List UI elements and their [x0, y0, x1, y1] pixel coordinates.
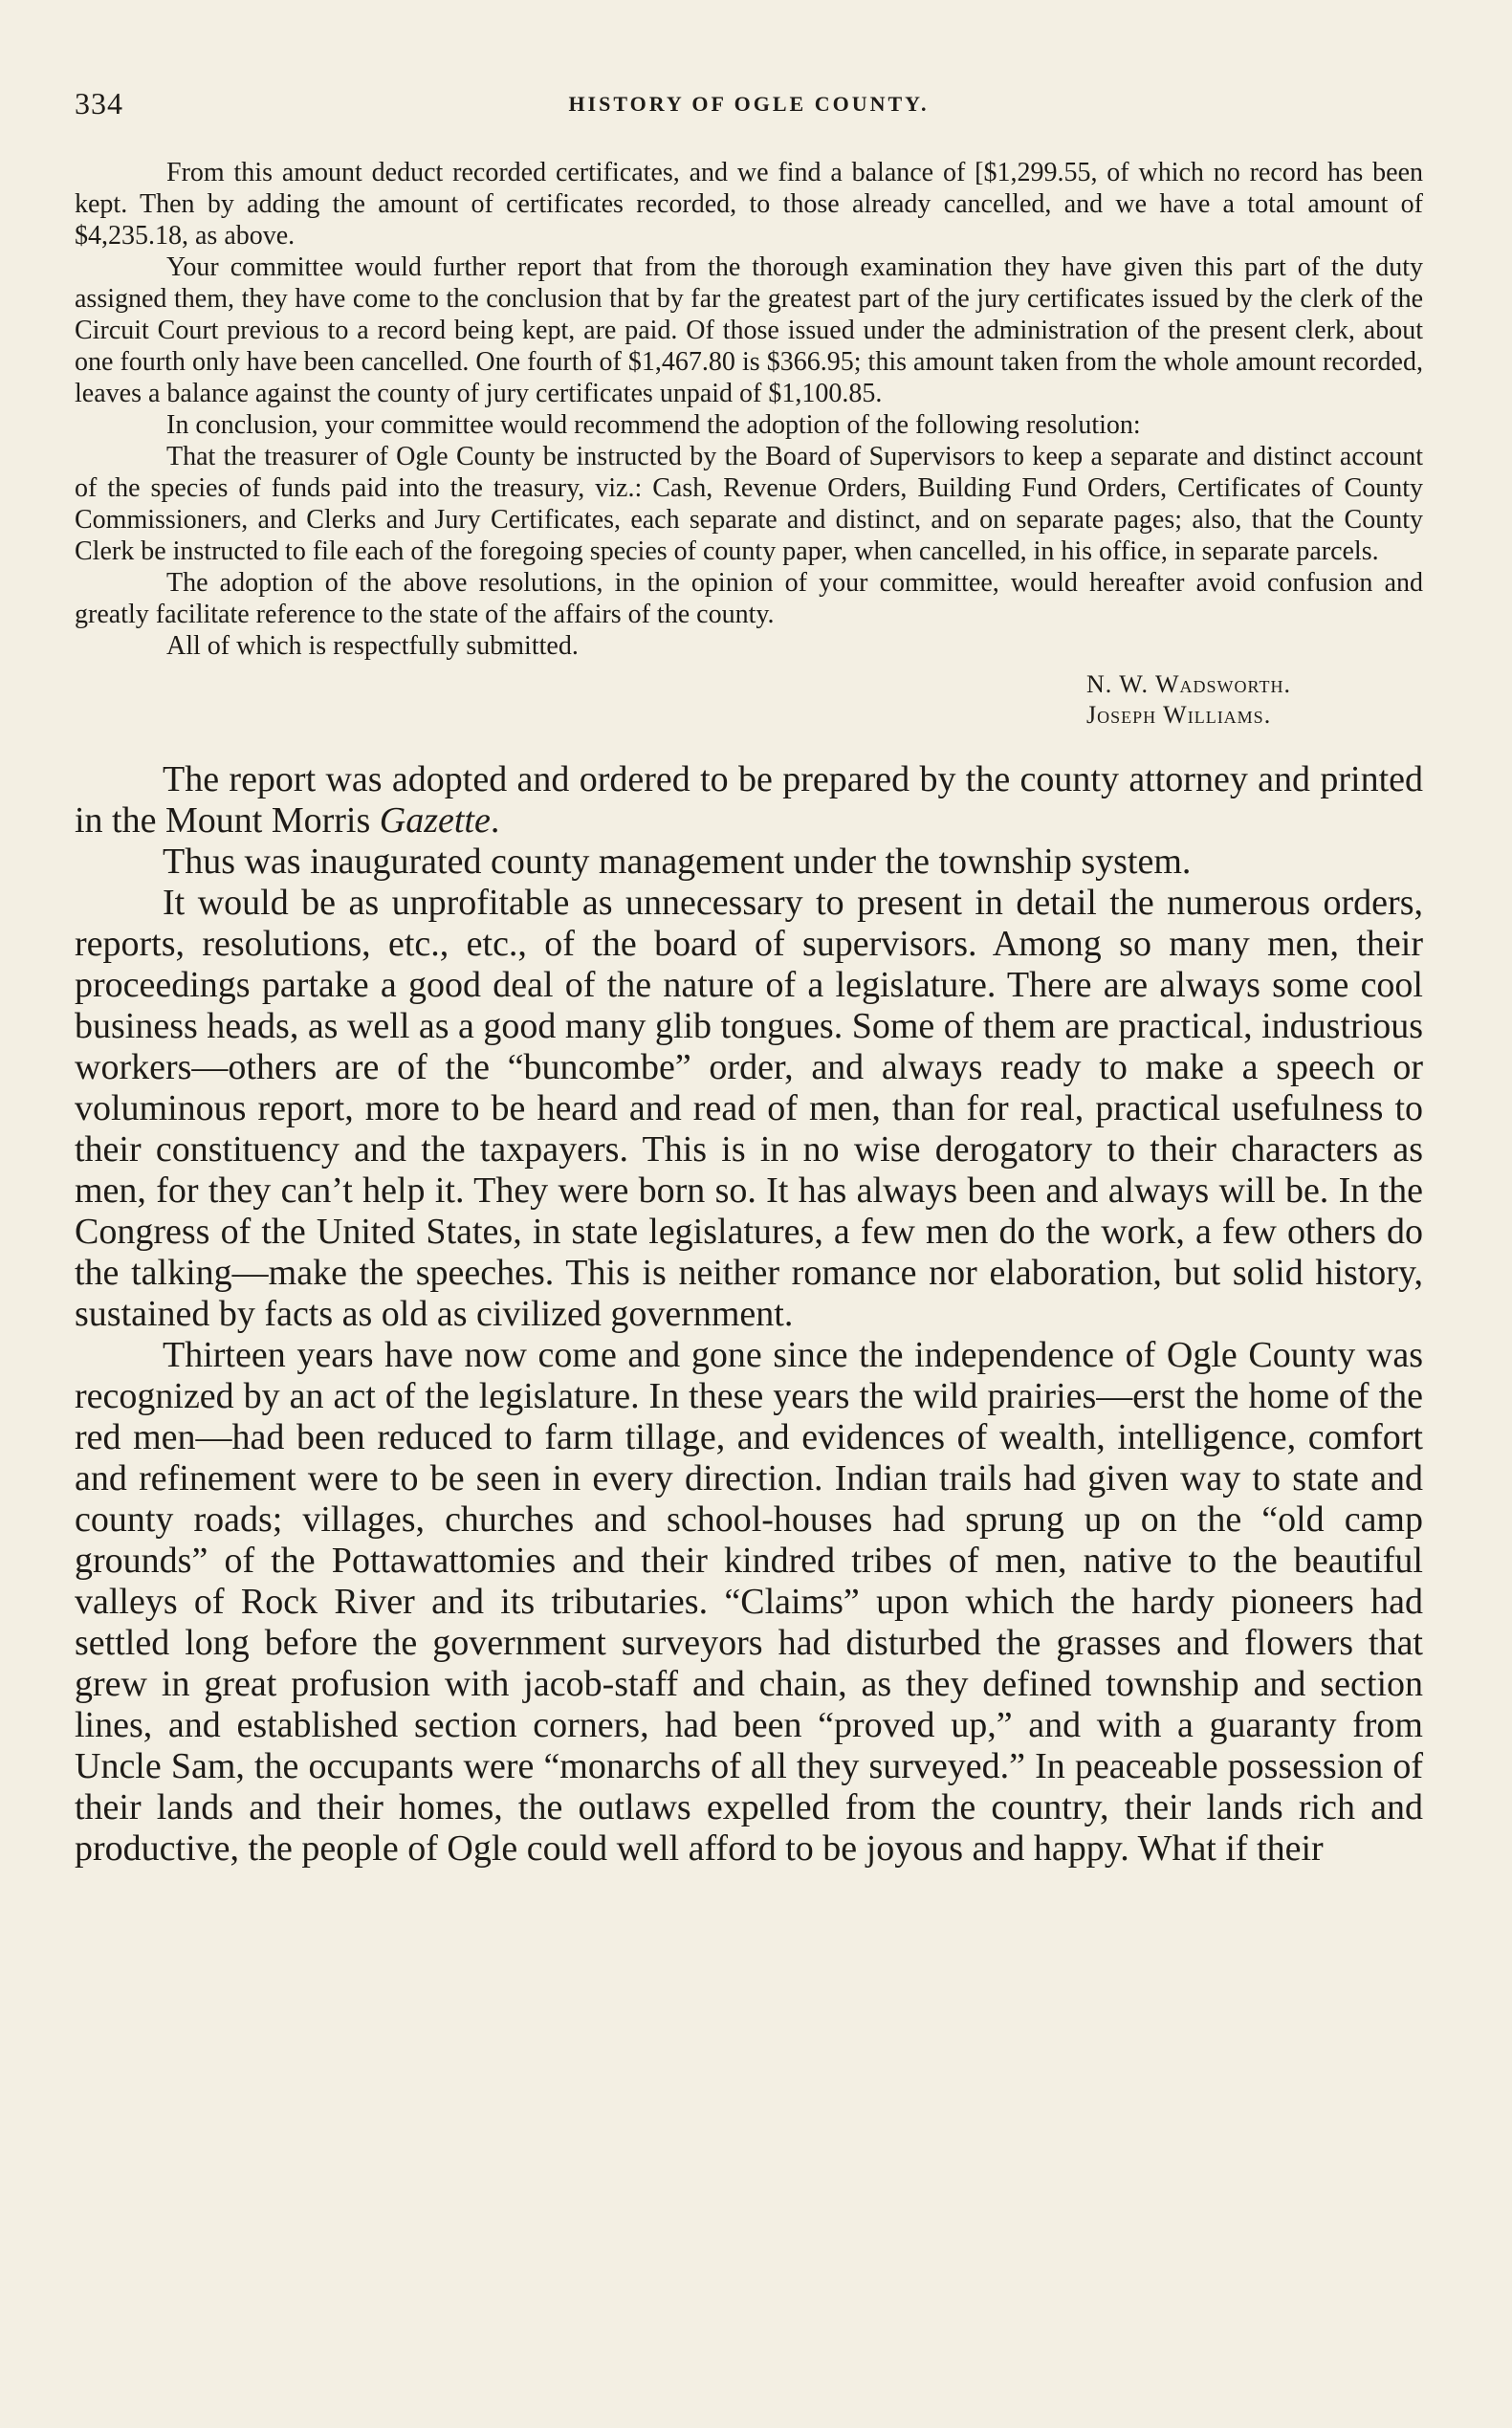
committee-report: [75, 157, 1423, 662]
running-title: HISTORY OF OGLE COUNTY.: [568, 92, 930, 116]
narrative-text-run: The report was adopted and ordered to be prepared by the county attorney and printed in the Mount Morris: [75, 759, 1423, 841]
signature-wadsworth: N. W. Wadsworth.: [1086, 670, 1291, 698]
narrative-text: [75, 759, 1423, 1870]
narrative-text-run: .: [490, 800, 500, 841]
narrative-paragraph: Thirteen years have now come and gone since the independence of Ogle County was recognized by an act of the legislature. In these years the wild prairies—erst the home of the red men—had been reduced to farm tillage, and evidences of wealth, intelligence, comfort and refinement were to be seen in every direction. Indian trails had given way to state and county roads; villages, churches and school-houses had sprung up on the “old camp grounds” of the Pottawattomies and their kindred tribes of men, native to the beautiful valleys of Rock River and its tributaries. “Claims” upon which the hardy pioneers had settled long before the government surveyors had disturbed the grasses and flowers that grew in great profusion with jacob-staff and chain, as they defined township and section lines, and established section corners, had been “proved up,” and with a guaranty from Uncle Sam, the occupants were “monarchs of all they surveyed.” In peaceable possession of their lands and their homes, the outlaws expelled from the country, their lands rich and productive, the people of Ogle could well afford to be joyous and happy. What if their: [75, 1335, 1423, 1869]
narrative-paragraph: Thus was inaugurated county management under the township system.: [163, 842, 1192, 882]
report-paragraph: The adoption of the above resolutions, in the opinion of your committee, would hereafter avoid confusion and greatly facilitate reference to the state of the affairs of the county.: [75, 568, 1423, 629]
narrative-paragraph: [75, 759, 1423, 842]
gazette-title: Gazette: [379, 800, 491, 841]
report-paragraph: In conclusion, your committee would recommend the adoption of the following resolution:: [166, 410, 1141, 440]
narrative-paragraph: It would be as unprofitable as unnecessary to present in detail the numerous orders, reports, resolutions, etc., etc., of the board of supervisors. Among so many men, their proceedings partake a good deal of the nature of a legislature. There are always some cool business heads, as well as a good many glib tongues. Some of them are practical, industrious workers—others are of the “buncombe” order, and always ready to make a speech or voluminous report, more to be heard and read of men, than for real, practical usefulness to their constituency and the taxpayers. This is in no wise derogatory to their characters as men, for they can’t help it. They were born so. It has always been and always will be. In the Congress of the United States, in state legislatures, a few men do the work, a few others do the talking—make the speeches. This is neither romance nor elaboration, but solid history, sustained by facts as old as civilized government.: [75, 883, 1423, 1334]
page-header: [75, 86, 1423, 124]
report-closing: All of which is respectfully submitted.: [166, 631, 579, 661]
report-paragraph: From this amount deduct recorded certificates, and we find a balance of [$1,299.55, of which no record has been kept. Then by adding the amount of certificates recorded, to those already cancelled, and we have a total amount of $4,235.18, as above.: [75, 158, 1423, 251]
signature-williams: Joseph Williams.: [1086, 701, 1272, 729]
resolution-paragraph: That the treasurer of Ogle County be instructed by the Board of Supervisors to keep a separate and distinct account of the species of funds paid into the treasury, viz.: Cash, Revenue Orders, Building Fund Orders, Certificates of County Commissioners, and Clerks and Jury Certificates, each separate and distinct, and on separate pages; also, that the County Clerk be instructed to file each of the foregoing species of county paper, when cancelled, in his office, in separate parcels.: [75, 442, 1423, 566]
page-number: 334: [75, 86, 123, 120]
signatures: [75, 669, 1423, 731]
book-page: [75, 86, 1423, 1870]
report-paragraph: Your committee would further report that from the thorough examination they have given this part of the duty assigned them, they have come to the conclusion that by far the greatest part of the jury certificates issued by the clerk of the Circuit Court previous to a record being kept, are paid. Of those issued under the administration of the present clerk, about one fourth only have been cancelled. One fourth of $1,467.80 is $366.95; this amount taken from the whole amount recorded, leaves a balance against the county of jury certificates unpaid of $1,100.85.: [75, 252, 1423, 408]
